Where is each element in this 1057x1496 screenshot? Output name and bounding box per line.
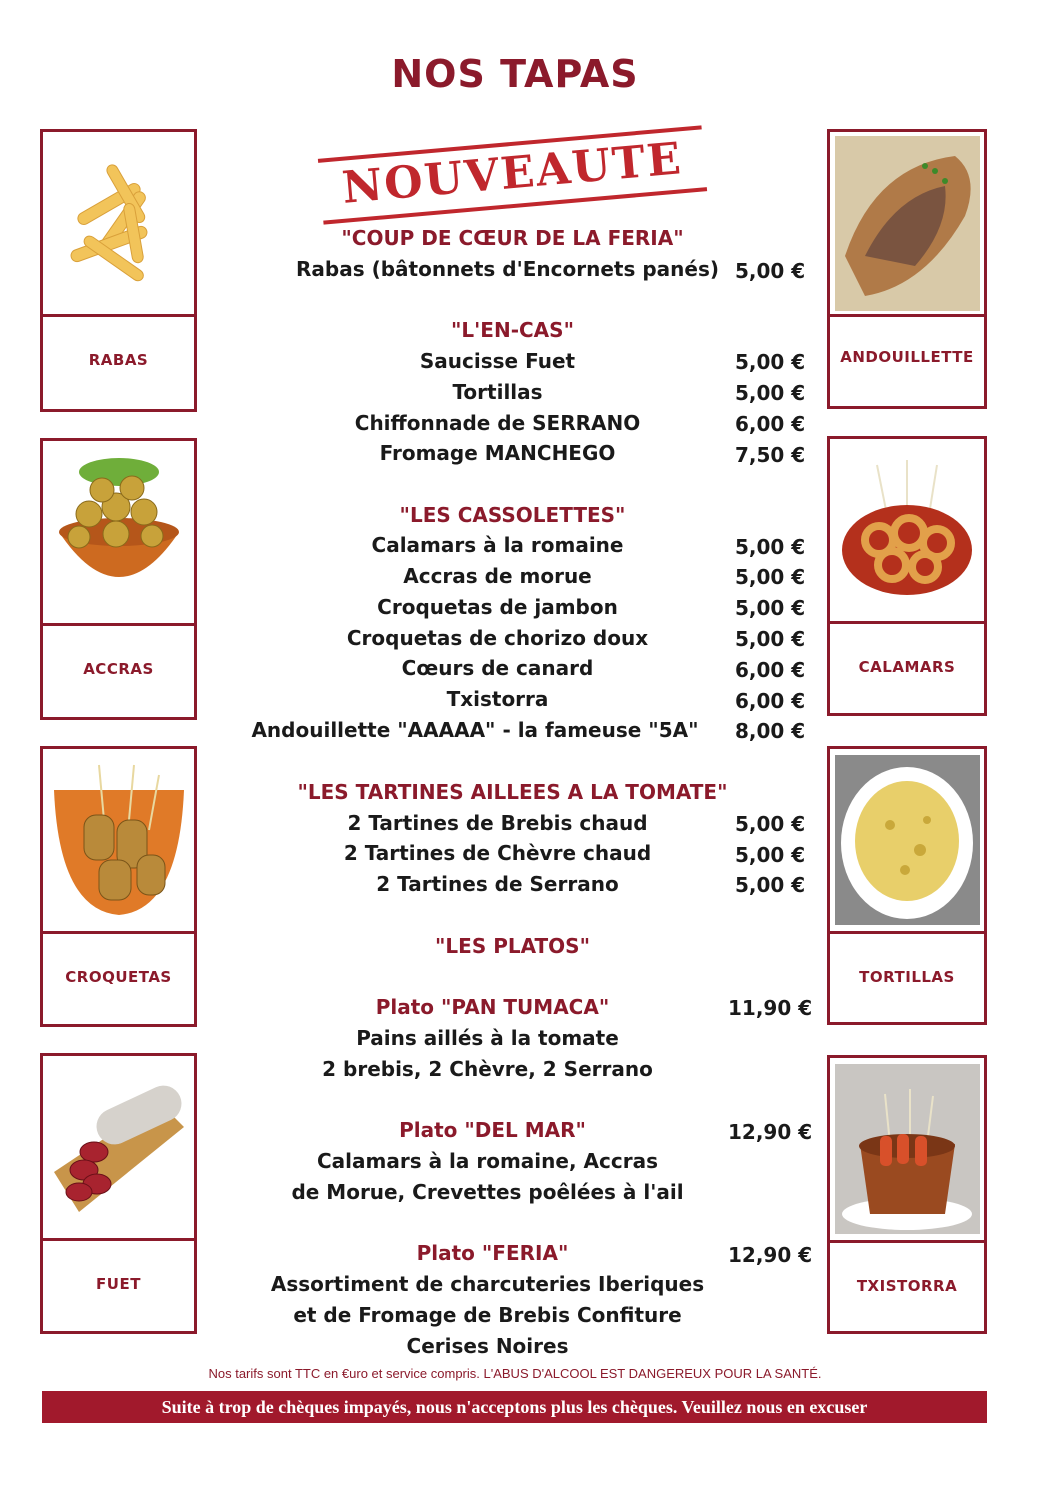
menu-item: Chiffonnade de SERRANO [354,411,641,435]
menu-price: 5,00 € [735,381,806,405]
andouillette-image-icon [830,132,984,317]
rabas-image-icon [43,132,194,317]
section-title-en-cas: "L'EN-CAS" [451,318,574,342]
plato-title: Plato "FERIA" [416,1241,569,1265]
card-label: TORTILLAS [859,968,955,986]
menu-price: 5,00 € [735,627,806,651]
menu-item: Calamars à la romaine [371,533,624,557]
card-accras [40,438,197,720]
nouveaute-stamp [318,125,707,224]
section-title-platos: "LES PLATOS" [435,934,590,958]
calamars-image-icon [830,439,984,624]
card-fuet [40,1053,197,1334]
menu-price: 5,00 € [735,259,806,283]
menu-price: 11,90 € [728,996,813,1020]
plato-line: de Morue, Crevettes poêlées à l'ail [291,1180,684,1204]
card-txistorra [827,1055,987,1334]
plato-line: et de Fromage de Brebis Confiture [293,1303,682,1327]
menu-item: Accras de morue [403,564,592,588]
plato-line: Cerises Noires [406,1334,569,1358]
menu-item: 2 Tartines de Chèvre chaud [343,841,652,865]
menu-item: Txistorra [446,687,549,711]
menu-item: Saucisse Fuet [419,349,576,373]
menu-price: 8,00 € [735,719,806,743]
fuet-image-icon [43,1056,194,1241]
menu-price: 5,00 € [735,873,806,897]
menu-item: 2 Tartines de Serrano [376,872,619,896]
card-calamars [827,436,987,716]
menu-item: Cœurs de canard [401,656,594,680]
plato-line: Assortiment de charcuteries Iberiques [270,1272,705,1296]
card-andouillette [827,129,987,409]
card-label: TXISTORRA [856,1277,958,1295]
tortillas-image-icon [830,749,984,934]
card-label: ACCRAS [83,660,154,678]
menu-price: 12,90 € [728,1243,813,1267]
menu-item: 2 Tartines de Brebis chaud [347,811,648,835]
card-label: ANDOUILLETTE [840,348,974,366]
menu-price: 12,90 € [728,1120,813,1144]
legal-note: Nos tarifs sont TTC en €uro et service compris. L'ABUS D'ALCOOL EST DANGEREUX POUR LA SANTÉ. [208,1366,822,1381]
card-tortillas [827,746,987,1025]
card-croquetas [40,746,197,1027]
menu-item: Fromage MANCHEGO [379,441,616,465]
menu-price: 5,00 € [735,565,806,589]
section-title-tartines: "LES TARTINES AILLEES A LA TOMATE" [297,780,728,804]
card-rabas [40,129,197,412]
section-title-cassolettes: "LES CASSOLETTES" [399,503,626,527]
menu-item: Croquetas de jambon [377,595,618,619]
plato-title: Plato "DEL MAR" [399,1118,586,1142]
croquetas-image-icon [43,749,194,934]
card-label: FUET [96,1275,141,1293]
plato-title: Plato "PAN TUMACA" [375,995,610,1019]
plato-line: 2 brebis, 2 Chèvre, 2 Serrano [322,1057,653,1081]
page-title: NOS TAPAS [391,52,639,96]
txistorra-image-icon [830,1058,984,1243]
accras-image-icon [43,441,194,626]
menu-item-rabas: Rabas (bâtonnets d'Encornets panés) [296,257,719,281]
menu-price: 5,00 € [735,350,806,374]
menu-price: 6,00 € [735,658,806,682]
card-label: CROQUETAS [65,968,172,986]
menu-price: 7,50 € [735,443,806,467]
section-title-coup-de-coeur: "COUP DE CŒUR DE LA FERIA" [341,226,684,250]
cheque-notice-banner: Suite à trop de chèques impayés, nous n'acceptons plus les chèques. Veuillez nous en excuser [42,1391,987,1423]
menu-item: Croquetas de chorizo doux [346,626,649,650]
plato-line: Pains aillés à la tomate [356,1026,619,1050]
stamp-text: NOUVEAUTE [340,133,685,214]
card-label: RABAS [88,351,149,369]
plato-line: Calamars à la romaine, Accras [317,1149,658,1173]
menu-price: 6,00 € [735,689,806,713]
card-label: CALAMARS [858,658,956,676]
menu-price: 5,00 € [735,812,806,836]
menu-price: 5,00 € [735,843,806,867]
menu-price: 5,00 € [735,596,806,620]
menu-item: Andouillette "AAAAA" - la fameuse "5A" [251,718,699,742]
menu-price: 6,00 € [735,412,806,436]
menu-item: Tortillas [452,380,543,404]
menu-price: 5,00 € [735,535,806,559]
